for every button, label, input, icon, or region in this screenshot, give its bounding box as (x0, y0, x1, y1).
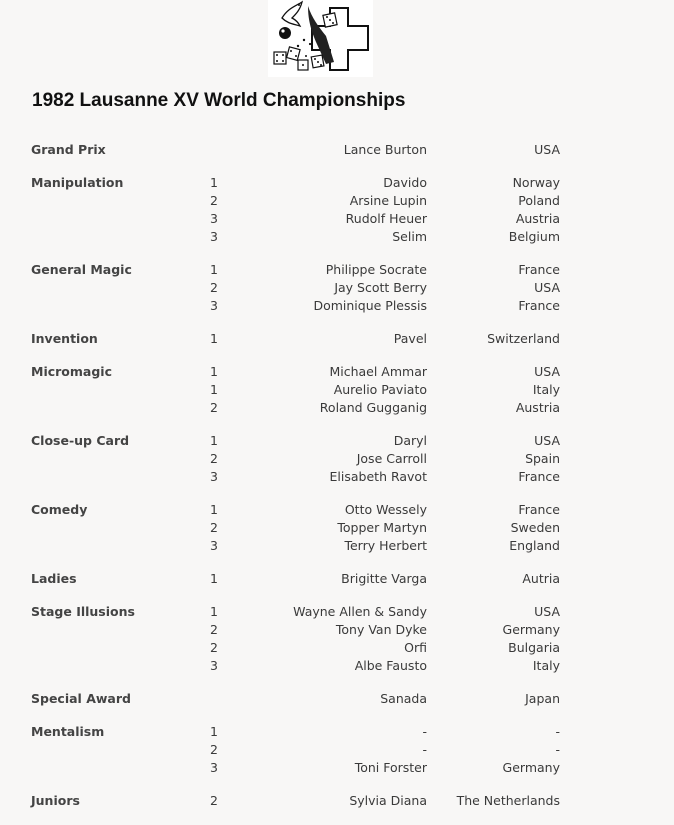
result-row (0, 468, 674, 486)
place-number: 1 (210, 433, 218, 448)
result-row (0, 261, 674, 279)
country-name: - (555, 724, 560, 739)
result-row (0, 381, 674, 399)
category-name: Ladies (31, 571, 77, 586)
place-number: 2 (210, 622, 218, 637)
country-name: Poland (518, 193, 560, 208)
place-number: 1 (210, 364, 218, 379)
country-name: USA (534, 142, 560, 157)
place-number: 2 (210, 640, 218, 655)
place-number: 1 (210, 262, 218, 277)
country-name: Germany (502, 622, 560, 637)
country-name: Sweden (510, 520, 560, 535)
category-group (0, 432, 674, 486)
country-name: Italy (532, 658, 560, 673)
performer-name: Aurelio Paviato (333, 382, 427, 397)
result-row (0, 690, 674, 708)
performer-name: - (422, 724, 427, 739)
country-name: France (518, 298, 560, 313)
place-number: 1 (210, 724, 218, 739)
performer-name: Otto Wessely (344, 502, 427, 517)
category-name: Grand Prix (31, 142, 106, 157)
performer-name: Toni Forster (354, 760, 427, 775)
category-name: Stage Illusions (31, 604, 135, 619)
results-table (0, 141, 674, 825)
result-row (0, 537, 674, 555)
country-name: Spain (525, 451, 560, 466)
category-group (0, 141, 674, 159)
category-name: Comedy (31, 502, 88, 517)
performer-name: Davido (383, 175, 427, 190)
result-row (0, 741, 674, 759)
performer-name: Tony Van Dyke (335, 622, 427, 637)
country-name: Austria (515, 400, 560, 415)
result-row (0, 621, 674, 639)
result-row (0, 228, 674, 246)
country-name: USA (534, 433, 560, 448)
place-number: 1 (210, 382, 218, 397)
country-name: Italy (532, 382, 560, 397)
performer-name: Roland Gugganig (319, 400, 427, 415)
country-name: Norway (512, 175, 560, 190)
performer-name: Sanada (380, 691, 427, 706)
result-row (0, 174, 674, 192)
place-number: 1 (210, 604, 218, 619)
category-name: Manipulation (31, 175, 124, 190)
place-number: 1 (210, 175, 218, 190)
performer-name: Rudolf Heuer (345, 211, 427, 226)
place-number: 3 (210, 469, 218, 484)
category-name: Special Award (31, 691, 131, 706)
place-number: 2 (210, 520, 218, 535)
country-name: Autria (522, 571, 560, 586)
place-number: 3 (210, 658, 218, 673)
performer-name: Jay Scott Berry (334, 280, 427, 295)
category-group (0, 723, 674, 777)
category-name: Micromagic (31, 364, 112, 379)
result-row (0, 792, 674, 810)
result-row (0, 501, 674, 519)
country-name: - (555, 742, 560, 757)
performer-name: Arsine Lupin (349, 193, 427, 208)
category-group (0, 792, 674, 810)
country-name: England (509, 538, 560, 553)
category-group (0, 174, 674, 246)
performer-name: Terry Herbert (344, 538, 427, 553)
category-name: General Magic (31, 262, 132, 277)
place-number: 3 (210, 229, 218, 244)
result-row (0, 330, 674, 348)
category-group (0, 690, 674, 708)
category-name: Juniors (31, 793, 80, 808)
performer-name: Sylvia Diana (349, 793, 427, 808)
place-number: 2 (210, 451, 218, 466)
page-title: 1982 Lausanne XV World Championships (32, 90, 406, 111)
country-name: Germany (502, 760, 560, 775)
performer-name: Dominique Plessis (313, 298, 427, 313)
country-name: The Netherlands (456, 793, 560, 808)
category-group (0, 501, 674, 555)
place-number: 2 (210, 193, 218, 208)
category-group (0, 330, 674, 348)
country-name: France (518, 469, 560, 484)
category-group (0, 570, 674, 588)
country-name: Japan (525, 691, 560, 706)
category-name: Close-up Card (31, 433, 130, 448)
performer-name: Elisabeth Ravot (329, 469, 427, 484)
category-name: Invention (31, 331, 98, 346)
place-number: 2 (210, 400, 218, 415)
place-number: 3 (210, 538, 218, 553)
result-row (0, 723, 674, 741)
country-name: Switzerland (487, 331, 560, 346)
place-number: 1 (210, 571, 218, 586)
country-name: USA (534, 364, 560, 379)
place-number: 2 (210, 742, 218, 757)
performer-name: Philippe Socrate (325, 262, 427, 277)
place-number: 3 (210, 211, 218, 226)
result-row (0, 141, 674, 159)
performer-name: Pavel (393, 331, 427, 346)
country-name: Austria (515, 211, 560, 226)
country-name: France (518, 502, 560, 517)
performer-name: Brigitte Varga (341, 571, 427, 586)
performer-name: Selim (392, 229, 427, 244)
result-row (0, 639, 674, 657)
result-row (0, 519, 674, 537)
place-number: 2 (210, 280, 218, 295)
performer-name: Lance Burton (343, 142, 427, 157)
place-number: 1 (210, 331, 218, 346)
performer-name: Jose Carroll (356, 451, 427, 466)
performer-name: Topper Martyn (337, 520, 427, 535)
place-number: 2 (210, 793, 218, 808)
country-name: USA (534, 280, 560, 295)
result-row (0, 450, 674, 468)
category-name: Mentalism (31, 724, 105, 739)
category-group (0, 261, 674, 315)
place-number: 1 (210, 502, 218, 517)
result-row (0, 657, 674, 675)
performer-name: Michael Ammar (329, 364, 427, 379)
result-row (0, 297, 674, 315)
result-row (0, 570, 674, 588)
result-row (0, 192, 674, 210)
result-row (0, 279, 674, 297)
place-number: 3 (210, 760, 218, 775)
result-row (0, 210, 674, 228)
result-row (0, 399, 674, 417)
result-row (0, 432, 674, 450)
country-name: USA (534, 604, 560, 619)
country-name: Belgium (508, 229, 560, 244)
result-row (0, 363, 674, 381)
result-row (0, 759, 674, 777)
country-name: Bulgaria (508, 640, 560, 655)
place-number: 3 (210, 298, 218, 313)
performer-name: Orfi (404, 640, 427, 655)
performer-name: Albe Fausto (354, 658, 427, 673)
performer-name: Daryl (393, 433, 427, 448)
performer-name: - (422, 742, 427, 757)
performer-name: Wayne Allen & Sandy (293, 604, 427, 619)
result-row (0, 603, 674, 621)
category-group (0, 363, 674, 417)
lausanne-dice-cross-logo-icon (268, 0, 373, 77)
country-name: France (518, 262, 560, 277)
category-group (0, 603, 674, 675)
